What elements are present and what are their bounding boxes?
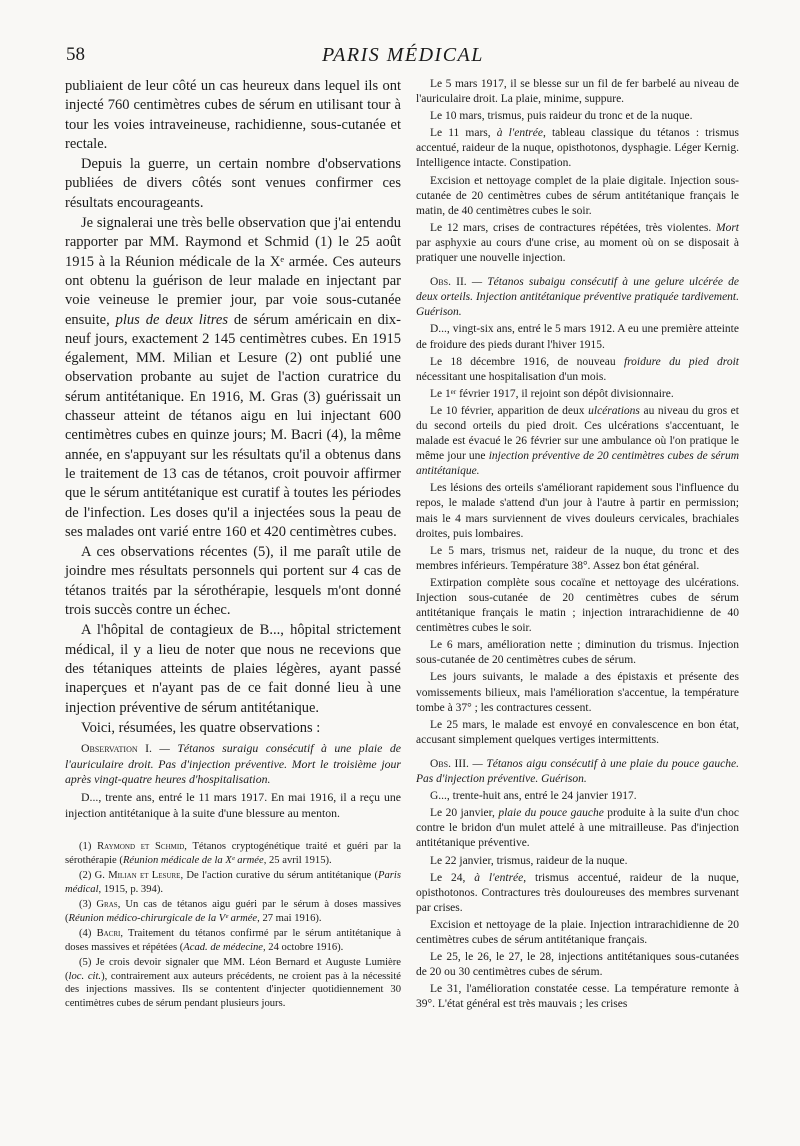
emphasis: à l'entrée <box>496 127 543 140</box>
paragraph: Le 1ᵉʳ février 1917, il rejoint son dépôt divisionnaire. <box>430 387 674 400</box>
page-number: 58 <box>66 44 85 65</box>
text-run: Le 24, <box>430 871 475 884</box>
paragraph: A l'hôpital de contagieux de B..., hôpital strictement médical, il y a lieu de noter que nous ne recevions que des tétaniques atteints de plaies légères, ayant passé inaperçues et n'ayant pas de ce fait donné lieu à une injection préventive de sérum antitétanique. <box>65 622 401 716</box>
text-run: de sérum américain en dix-neuf jours, exactement 2 145 centimètres cubes. En 1915 également, MM. Milian et Lesure (2) ont publié une observation probante au sujet de l'action curatrice du sérum antitétanique. En 1916, M. Gras (3) guérissait un chasseur atteint de tétanos aigu en lui injectant 600 centimètres cubes en quinze jours; M. Bacri (4), la même année, en s'appuyant sur les résultats qu'il a obtenus dans le traitement de 13 cas de tétanos, croit pouvoir affirmer que le sérum antitétanique est curatif à toutes les périodes de l'infection. Les doses qu'il a injectées sous la peau de ses malades ont varié entre 160 et 420 centimètres cubes. <box>65 311 401 540</box>
emphasis: ulcérations <box>588 404 640 417</box>
paragraph: Le 5 mars 1917, il se blesse sur un fil de fer barbelé au niveau de l'auriculaire droit. La plaie, minime, suppure. <box>416 78 739 106</box>
text-run: (2) <box>79 870 95 882</box>
paragraph: Les lésions des orteils s'améliorant rapidement sous l'influence du repos, le malade s'attend d'un jour à l'autre à partir en permission; mais le 4 mars surviennent de vives douleurs cervicales, brachiales droites, puis lombaires. <box>416 482 739 540</box>
running-title: PARIS MÉDICAL <box>322 44 484 66</box>
text-run: , Un cas de tétanos aigu guéri par le sérum à doses massives ( <box>65 899 401 924</box>
observation-title: — Tétanos subaigu consécutif à une gelure ulcérée de deux orteils. Injection antitétanique préventive pratiquée tardivement. Guérison. <box>416 276 740 319</box>
paragraph <box>416 355 739 385</box>
emphasis: injection préventive de 20 centimètres cubes de sérum antitétanique. <box>416 450 739 478</box>
observation-title: — Tétanos aigu consécutif à une plaie du pouce gauche. Pas d'injection préventive. Guérison. <box>416 757 739 786</box>
text-run: produite à la suite d'un choc contre le bridon d'un mulet attelé à une mitrailleuse. Pas d'injection antitétanique préventive. <box>416 807 739 850</box>
paragraph <box>65 214 401 542</box>
paragraph: Excision et nettoyage complet de la plaie digitale. Injection sous-cutanée de 20 centimètres cubes de sérum antitétanique français le matin, de 40 centimètres cubes le soir. <box>416 174 739 217</box>
footnote-2 <box>65 869 401 896</box>
footnote-1 <box>65 840 401 867</box>
author: Bacri <box>96 928 121 940</box>
paragraph: Le 5 mars, trismus net, raideur de la nuque, du tronc et des membres inférieurs. Température 38°. Assez bon état général. <box>416 544 739 572</box>
paragraph: Excision et nettoyage de la plaie. Injection intrarachidienne de 20 centimètres cubes de sérum antitétanique français. <box>416 918 739 946</box>
paragraph: Le 31, l'amélioration constatée cesse. La température remonte à 39°. L'état général est très mauvais ; les crises <box>416 983 739 1011</box>
paragraph: Les jours suivants, le malade a des épistaxis et présente des vomissements bilieux, mais l'amélioration s'accentue, la température tombe à 37° ; les contractures cessent. <box>416 671 739 714</box>
text-run: Le 12 mars, crises de contractures répétées, très violentes. <box>430 221 716 234</box>
footnote-3 <box>65 898 401 925</box>
source: Réunion médicale de la Xᵉ armée <box>122 854 264 866</box>
text-run: (5) Je crois devoir signaler que MM. Léon Bernard et Auguste Lumière ( <box>65 957 401 982</box>
source: Réunion médico-chirurgicale de la Vᵉ armée <box>68 912 258 924</box>
source: Paris médical <box>65 870 401 895</box>
text-run: , 1915, p. 394). <box>98 883 163 895</box>
author: G. Milian et Lesure <box>94 870 181 882</box>
footnote-5 <box>65 956 401 1010</box>
paragraph: A ces observations récentes (5), il me paraît utile de joindre mes résultats personnels qui portent sur 4 cas de tétanos traités par la sérothérapie, lesquels m'ont donné trois succès contre un échec. <box>65 544 401 619</box>
paragraph: publiaient de leur côté un cas heureux dans lequel ils ont injecté 760 centimètres cubes de sérum en utilisant tour à tour les voies intraveineuse, rachidienne, sous-cutanée et rectale. <box>65 78 401 152</box>
emphasis: froidure du pied droit <box>623 355 739 368</box>
paragraph: Depuis la guerre, un certain nombre d'observations publiées de divers côtés sont venues confirmer ces résultats encourageants. <box>65 156 401 211</box>
paragraph <box>416 126 739 171</box>
text-run: au niveau du gros et du second orteils du pied droit. Ces ulcérations s'accentuant, le malade est évacué le 26 février sur une ambulance où l'on pratique le même jour une <box>416 404 739 463</box>
text-run: , Tétanos cryptogénétique traité et guéri par la sérothérapie ( <box>65 841 401 866</box>
text-run: ), contrairement aux auteurs précédents, ne croient pas à la nécessité des injections massives. Ils se contentent d'injecter quotidiennement 30 centimètres cubes de sérum pendant plusieurs jours. <box>65 970 401 1009</box>
paragraph <box>416 806 739 851</box>
observation-label: Observation I. <box>81 741 152 756</box>
text-run: , 24 octobre 1916). <box>262 941 344 953</box>
paragraph <box>416 871 739 916</box>
text-run: Je signalerai une très belle observation que j'ai entendu rapporter par MM. Raymond et Schmid (1) le 25 août 1915 à la Réunion médicale de la Xᵉ armée. Ces auteurs ont obtenu la guérison de leur malade en injectant par voie veineuse le premier jour, par voie sous-cutanée ensuite, <box>65 215 401 328</box>
observation-2-heading <box>416 275 739 320</box>
text-run: (1) <box>79 841 98 853</box>
text-run: , 27 mai 1916). <box>257 912 322 924</box>
paragraph: Le 10 mars, trismus, puis raideur du tronc et de la nuque. <box>430 110 693 123</box>
observation-1-heading <box>65 741 401 787</box>
text-run: (4) <box>79 928 97 940</box>
emphasis: Mort <box>716 221 739 234</box>
paragraph: Le 25, le 26, le 27, le 28, injections antitétaniques sous-cutanées de 20 ou 30 centimètres cubes de sérum. <box>416 951 739 979</box>
text-run: , De l'action curative du sérum antitétanique ( <box>180 870 379 882</box>
paragraph: Le 25 mars, le malade est envoyé en convalescence en bon état, accusant simplement quelques vertiges intermittents. <box>416 718 739 746</box>
observation-title: — Tétanos suraigu consécutif à une plaie de l'auriculaire droit. Pas d'injection préventive. Mort le troisième jour après vingt-quatre heures d'hospitalisation. <box>65 741 401 786</box>
paragraph: Voici, résumées, les quatre observations : <box>81 719 321 736</box>
text-run: , 25 avril 1915). <box>263 854 332 866</box>
footnote-4 <box>65 927 401 954</box>
text-run: Le 10 février, apparition de deux <box>430 404 589 417</box>
paragraph <box>416 221 739 266</box>
author: Gras <box>96 899 118 911</box>
emphasis: plaie du pouce gauche <box>498 807 604 820</box>
text-run: , trismus accentué, raideur de la nuque, opisthotonos. Contractures très douloureuses des membres survenant par crises. <box>416 871 740 914</box>
left-column <box>65 77 401 1012</box>
text-run: Le 20 janvier, <box>430 807 499 820</box>
observation-label: Obs. II. <box>430 276 467 289</box>
emphasis: à l'entrée <box>474 871 524 884</box>
paragraph: Extirpation complète sous cocaïne et nettoyage des ulcérations. Injection sous-cutanée de 20 centimètres cubes de sérum antitétanique français le matin ; injection intrarachidienne de 40 centimètres cubes le soir. <box>416 576 739 635</box>
right-column <box>416 77 739 1014</box>
paragraph <box>416 404 739 479</box>
paragraph: Le 6 mars, amélioration nette ; diminution du trismus. Injection sous-cutanée de 20 centimètres cubes de sérum. <box>416 639 739 667</box>
source: Acad. de médecine <box>183 941 263 953</box>
paragraph: D..., vingt-six ans, entré le 5 mars 1912. A eu une première atteinte de froidure des pieds durant l'hiver 1915. <box>416 323 739 351</box>
text-run: , tableau classique du tétanos : trismus accentué, raideur de la nuque, opisthotonos, dysphagie. Léger Kernig. Intelligence intacte. Constipation. <box>416 127 739 170</box>
author: Raymond et Schmid <box>97 841 185 853</box>
text-run: , Traitement du tétanos confirmé par le sérum antitétanique à doses massives et répétées ( <box>65 928 401 953</box>
text-run: Le 11 mars, <box>430 127 497 140</box>
page-header <box>66 44 746 74</box>
footnote-separator <box>65 833 401 834</box>
emphasis: plus de deux litres <box>115 311 228 328</box>
text-run: (3) <box>79 899 97 911</box>
paragraph: Le 22 janvier, trismus, raideur de la nuque. <box>430 854 628 867</box>
observation-3-heading <box>416 757 739 787</box>
text-run: Le 18 décembre 1916, de nouveau <box>430 355 624 368</box>
observation-label: Obs. III. <box>430 757 469 770</box>
source: loc. cit. <box>68 970 102 982</box>
paragraph: G..., trente-huit ans, entré le 24 janvier 1917. <box>430 790 637 803</box>
paragraph: D..., trente ans, entré le 11 mars 1917. En mai 1916, il a reçu une injection antitétanique à la suite d'une blessure au menton. <box>65 790 401 820</box>
text-run: nécessitant une hospitalisation d'un mois. <box>416 370 607 383</box>
text-run: par asphyxie au cours d'une crise, au moment où on se disposait à pratiquer une nouvelle injection. <box>416 236 739 265</box>
